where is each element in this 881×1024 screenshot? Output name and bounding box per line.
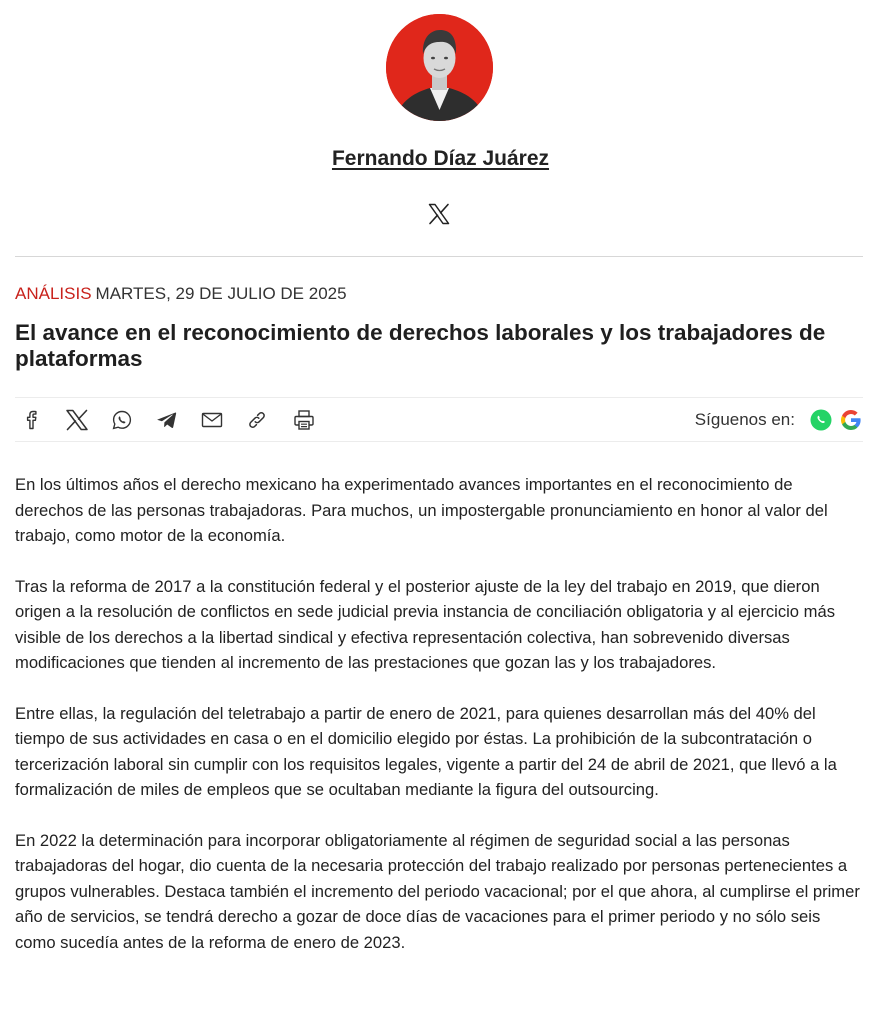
paragraph: Tras la reforma de 2017 a la constitución federal y el posterior ajuste de la ley del trabajo en 2019, que dieron origen a la resolución de conflictos en sede judicial previa instancia de conciliación obligatoria y al ejercicio más visible de los derechos a la libertad sindical y efectiva representación colectiva, han sobrevenido diversas modificaciones que tienden al incremento de las prestaciones que gozan las y los trabajadores. xyxy=(15,576,835,672)
whatsapp-channel-icon[interactable] xyxy=(809,408,833,432)
follow-us xyxy=(695,406,863,434)
paragraph: En 2022 la determinación para incorporar obligatoriamente al régimen de seguridad social a las personas trabajadoras del hogar, dio cuenta de la necesaria protección del trabajo realizado por personas pertenecientes a grupos vulnerables. Destaca también el incremento del periodo vacacional; por el que ahora, al cumplirse el primer año de servicios, se tendrá derecho a gozar de doce días de vacaciones para el primer periodo y no sólo seis como sucedía antes de la reforma de enero de 2023. xyxy=(15,830,860,952)
author-divider xyxy=(15,256,863,257)
google-news-icon[interactable] xyxy=(839,408,863,432)
link-icon[interactable] xyxy=(244,407,270,433)
x-icon[interactable] xyxy=(64,407,90,433)
section-link[interactable]: ANÁLISIS xyxy=(15,284,92,303)
facebook-icon[interactable] xyxy=(19,407,45,433)
paragraph: Entre ellas, la regulación del teletrabajo a partir de enero de 2021, para quienes desarrollan más del 40% del tiempo de sus actividades en casa o en el domicilio elegido por éstas. La prohibición de la subcontratación o tercerización laboral sin cumplir con los requisitos legales, vigente a partir del 24 de abril de 2021, que llevó a la formalización de miles de empleos que se ocultaban mediante la figura del outsourcing. xyxy=(15,703,837,799)
email-icon[interactable] xyxy=(199,407,225,433)
author-avatar[interactable] xyxy=(386,14,493,121)
print-icon[interactable] xyxy=(291,407,317,433)
article-headline: El avance en el reconocimiento de derechos laborales y los trabajadores de plataformas xyxy=(15,320,826,371)
author-photo xyxy=(386,14,493,121)
follow-label: Síguenos en: xyxy=(694,410,795,429)
x-logo-icon[interactable] xyxy=(427,202,451,226)
article-body xyxy=(15,472,865,980)
share-bar xyxy=(15,397,863,442)
telegram-icon[interactable] xyxy=(154,407,180,433)
paragraph: En los últimos años el derecho mexicano ha experimentado avances importantes en el reconocimiento de derechos de las personas trabajadoras. Para muchos, un impostergable pronunciamiento en honor al valor del trabajo, como motor de la economía. xyxy=(15,475,828,545)
author-name-link[interactable]: Fernando Díaz Juárez xyxy=(331,147,550,170)
whatsapp-icon[interactable] xyxy=(109,407,135,433)
publish-date: MARTES, 29 DE JULIO DE 2025 xyxy=(95,284,347,303)
article-meta xyxy=(15,283,347,305)
